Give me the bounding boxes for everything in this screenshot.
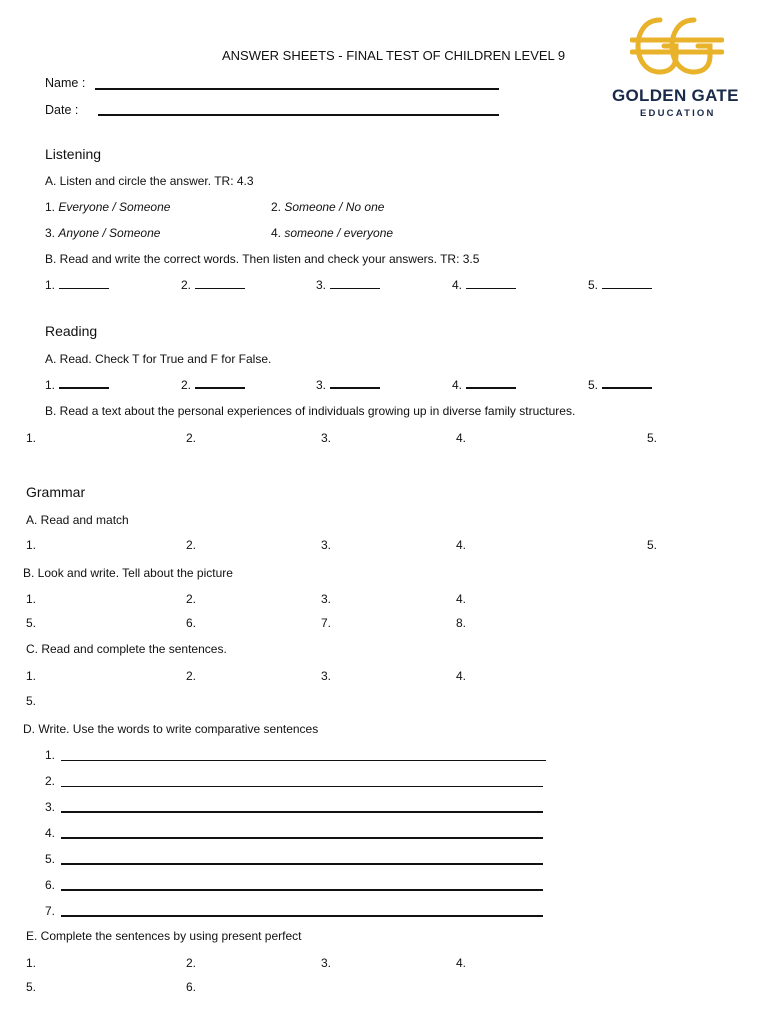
listening-b-instruction: B. Read and write the correct words. Then listen and check your answers. TR: 3.5 bbox=[45, 252, 480, 266]
reading-a-item-3[interactable] bbox=[316, 377, 380, 392]
grammar-e-item-1: 1. bbox=[26, 956, 37, 970]
grammar-d-item-4-line[interactable] bbox=[61, 837, 543, 839]
grammar-a-item-4: 4. bbox=[456, 538, 467, 552]
item-number: 5. bbox=[588, 378, 599, 392]
grammar-d-item-3-line[interactable] bbox=[61, 811, 543, 813]
answer-blank[interactable] bbox=[195, 278, 245, 289]
grammar-d-item-4-number: 4. bbox=[45, 826, 56, 840]
grammar-d-item-6-line[interactable] bbox=[61, 889, 543, 891]
listening-b-item-1[interactable] bbox=[45, 278, 109, 292]
name-label: Name : bbox=[45, 76, 86, 90]
option-number: 1. bbox=[45, 200, 59, 214]
name-line[interactable] bbox=[95, 88, 499, 90]
listening-b-item-4[interactable] bbox=[452, 278, 516, 292]
grammar-b-item-4: 4. bbox=[456, 592, 467, 606]
reading-b-instruction: B. Read a text about the personal experiences of individuals growing up in diverse family structures. bbox=[45, 404, 576, 418]
date-label: Date : bbox=[45, 103, 79, 117]
answer-blank[interactable] bbox=[59, 278, 109, 289]
reading-a-item-5[interactable] bbox=[588, 377, 652, 392]
grammar-d-item-7-line[interactable] bbox=[61, 915, 543, 917]
option-number: 2. bbox=[271, 200, 285, 214]
answer-blank[interactable] bbox=[330, 278, 380, 289]
option-text: Someone / No one bbox=[284, 200, 385, 214]
grammar-a-item-2: 2. bbox=[186, 538, 197, 552]
answer-blank[interactable] bbox=[602, 377, 652, 389]
reading-a-item-2[interactable] bbox=[181, 377, 245, 392]
reading-b-item-3: 3. bbox=[321, 431, 332, 445]
grammar-e-instruction: E. Complete the sentences by using present perfect bbox=[26, 929, 302, 943]
option-text: Everyone / Someone bbox=[58, 200, 171, 214]
grammar-c-item-2: 2. bbox=[186, 669, 197, 683]
reading-b-item-2: 2. bbox=[186, 431, 197, 445]
grammar-d-item-3-number: 3. bbox=[45, 800, 56, 814]
reading-b-item-4: 4. bbox=[456, 431, 467, 445]
grammar-b-instruction: B. Look and write. Tell about the picture bbox=[23, 566, 233, 580]
listening-b-item-3[interactable] bbox=[316, 278, 380, 292]
reading-a-instruction: A. Read. Check T for True and F for False. bbox=[45, 352, 272, 366]
answer-blank[interactable] bbox=[59, 377, 109, 389]
date-line[interactable] bbox=[98, 114, 499, 116]
grammar-e-item-5: 5. bbox=[26, 980, 37, 994]
listening-a-option-3[interactable] bbox=[45, 226, 160, 240]
answer-blank[interactable] bbox=[330, 377, 380, 389]
grammar-d-item-1-number: 1. bbox=[45, 748, 56, 762]
item-number: 5. bbox=[588, 278, 599, 292]
grammar-b-item-2: 2. bbox=[186, 592, 197, 606]
grammar-d-item-6-number: 6. bbox=[45, 878, 56, 892]
option-number: 4. bbox=[271, 226, 285, 240]
option-text: someone / everyone bbox=[284, 226, 394, 240]
golden-gate-logo bbox=[630, 12, 724, 80]
grammar-e-item-4: 4. bbox=[456, 956, 467, 970]
grammar-a-item-3: 3. bbox=[321, 538, 332, 552]
grammar-c-instruction: C. Read and complete the sentences. bbox=[26, 642, 227, 656]
item-number: 4. bbox=[452, 378, 463, 392]
listening-a-option-2[interactable] bbox=[271, 200, 384, 214]
grammar-d-item-1-line[interactable] bbox=[61, 760, 546, 761]
grammar-e-item-6: 6. bbox=[186, 980, 197, 994]
option-text: Anyone / Someone bbox=[58, 226, 161, 240]
listening-heading: Listening bbox=[45, 146, 102, 162]
grammar-c-item-3: 3. bbox=[321, 669, 332, 683]
grammar-e-item-3: 3. bbox=[321, 956, 332, 970]
grammar-d-item-5-number: 5. bbox=[45, 852, 56, 866]
reading-heading: Reading bbox=[45, 323, 98, 339]
item-number: 2. bbox=[181, 278, 192, 292]
item-number: 1. bbox=[45, 378, 56, 392]
reading-b-item-5: 5. bbox=[647, 431, 658, 445]
grammar-b-item-5: 5. bbox=[26, 616, 37, 630]
item-number: 2. bbox=[181, 378, 192, 392]
listening-b-item-2[interactable] bbox=[181, 278, 245, 292]
grammar-c-item-1: 1. bbox=[26, 669, 37, 683]
item-number: 4. bbox=[452, 278, 463, 292]
answer-blank[interactable] bbox=[602, 278, 652, 289]
reading-a-item-4[interactable] bbox=[452, 377, 516, 392]
grammar-a-instruction: A. Read and match bbox=[26, 513, 129, 527]
grammar-e-item-2: 2. bbox=[186, 956, 197, 970]
listening-a-option-4[interactable] bbox=[271, 226, 393, 240]
item-number: 3. bbox=[316, 278, 327, 292]
grammar-a-item-1: 1. bbox=[26, 538, 37, 552]
listening-a-instruction: A. Listen and circle the answer. TR: 4.3 bbox=[45, 174, 254, 188]
grammar-b-item-3: 3. bbox=[321, 592, 332, 606]
grammar-heading: Grammar bbox=[26, 484, 86, 500]
answer-blank[interactable] bbox=[466, 377, 516, 389]
grammar-d-instruction: D. Write. Use the words to write comparative sentences bbox=[23, 722, 319, 736]
grammar-a-item-5: 5. bbox=[647, 538, 658, 552]
grammar-b-item-1: 1. bbox=[26, 592, 37, 606]
logo-sub-text: EDUCATION bbox=[640, 108, 716, 119]
grammar-b-item-8: 8. bbox=[456, 616, 467, 630]
logo-brand-text: GOLDEN GATE bbox=[612, 86, 739, 105]
option-number: 3. bbox=[45, 226, 59, 240]
reading-a-item-1[interactable] bbox=[45, 377, 109, 392]
grammar-b-item-7: 7. bbox=[321, 616, 332, 630]
grammar-d-item-7-number: 7. bbox=[45, 904, 56, 918]
item-number: 3. bbox=[316, 378, 327, 392]
grammar-d-item-2-number: 2. bbox=[45, 774, 56, 788]
answer-blank[interactable] bbox=[466, 278, 516, 289]
grammar-d-item-5-line[interactable] bbox=[61, 863, 543, 865]
listening-b-item-5[interactable] bbox=[588, 278, 652, 292]
grammar-d-item-2-line[interactable] bbox=[61, 786, 543, 787]
item-number: 1. bbox=[45, 278, 56, 292]
answer-blank[interactable] bbox=[195, 377, 245, 389]
grammar-b-item-6: 6. bbox=[186, 616, 197, 630]
page-title: ANSWER SHEETS - FINAL TEST OF CHILDREN LEVEL 9 bbox=[222, 48, 566, 63]
reading-b-item-1: 1. bbox=[26, 431, 37, 445]
grammar-c-item-4: 4. bbox=[456, 669, 467, 683]
listening-a-option-1[interactable] bbox=[45, 200, 170, 214]
grammar-c-item-5: 5. bbox=[26, 694, 37, 708]
